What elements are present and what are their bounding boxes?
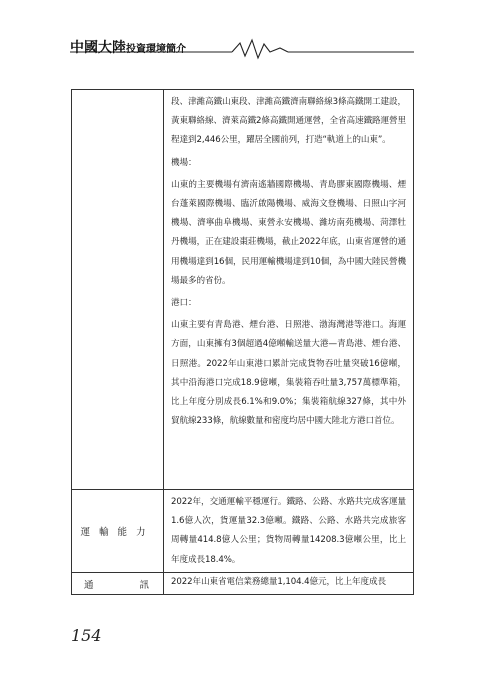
- content-paragraph: 山東主要有青島港、煙台港、日照港、渤海灣港等港口。海運方面，山東擁有3個超過4億噸輸送量大港—青島港、煙台港、日照港。2022年山東港口累計完成貨物吞吐量突破16億噸，其中沿海港口完成18.9億噸，集裝箱吞吐量3,757萬標準箱，比上年度分別成長6.1%和9.0%；集裝箱航線327條，其中外貿航線233條，航線數量和密度均居中國大陸北方港口首位。: [171, 320, 406, 427]
- row-content: [164, 490, 414, 573]
- section-heading-airport: 機場：: [171, 157, 197, 168]
- running-title: [70, 37, 186, 57]
- row-content: [164, 90, 414, 490]
- page-header: [0, 0, 480, 70]
- table-row: [72, 90, 414, 490]
- content-paragraph: 2022年山東省電信業務總量1,104.4億元，比上年度成長: [171, 577, 386, 587]
- row-label-communication: [72, 573, 164, 595]
- content-paragraph: 段、津濰高鐵山東段、津濰高鐵濟南聯絡線3條高鐵開工建設，黃東聯絡線、濟萊高鐵2條高鐵開通運營，全省高速鐵路運營里程達到2,446公里，躍居全國前列，打造“軌道上的山東”。: [171, 97, 406, 146]
- running-title-main: 中國大陸: [70, 40, 126, 56]
- section-heading-port: 港口：: [171, 298, 197, 309]
- info-table: [71, 89, 414, 595]
- row-label: [72, 90, 164, 490]
- header-ornament: [0, 0, 480, 70]
- page-number: 154: [71, 626, 102, 645]
- row-content: [164, 573, 414, 595]
- content-paragraph: 2022年，交通運輸平穩運行。鐵路、公路、水路共完成客運量1.6億人次，貨運量32.3億噸。鐵路、公路、水路共完成旅客周轉量414.8億人公里；貨物周轉量14208.3億噸公里，比上年度成長18.4%。: [171, 497, 406, 565]
- content-paragraph: 山東的主要機場有濟南遙牆國際機場、青島膠東國際機場、煙台蓬萊國際機場、臨沂啟陽機場、威海文登機場、日照山字河機場、濟寧曲阜機場、東營永安機場、濰坊南苑機場、菏澤牡丹機場，正在建設棗莊機場，截止2022年底，山東省運營的通用機場達到16個，民用運輸機場達到10個，為中國大陸民營機場最多的省份。: [171, 179, 406, 286]
- table-row: [72, 573, 414, 595]
- running-title-sub: 投資環境簡介: [126, 44, 186, 55]
- label-char: 通: [84, 579, 94, 591]
- table-row: [72, 490, 414, 573]
- row-label-transport-capacity: 運輸能力: [72, 490, 164, 573]
- label-char: 訊: [139, 579, 149, 591]
